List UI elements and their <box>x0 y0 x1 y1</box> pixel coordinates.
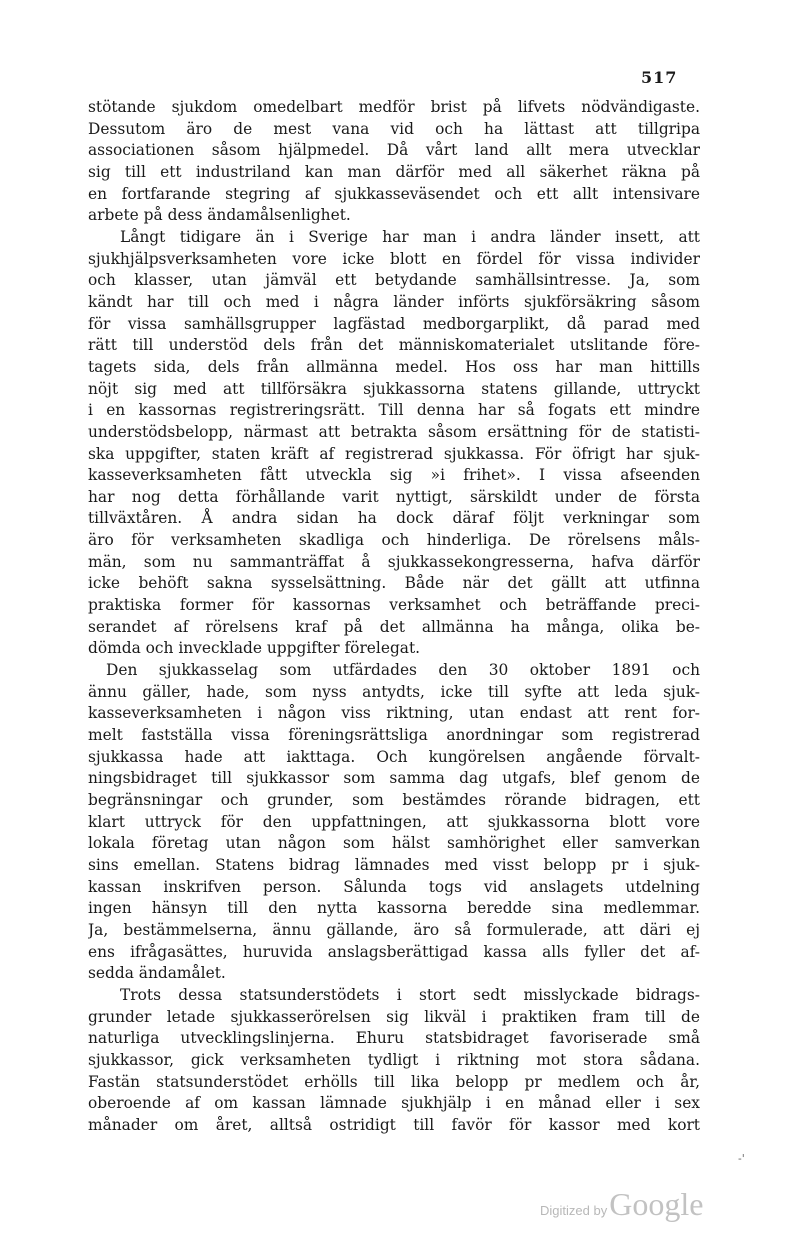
watermark-prefix: Digitized by <box>540 1203 608 1218</box>
text-line: kasseverksamheten fått utveckla sig »i frihet». I vissa afseenden <box>88 466 700 485</box>
text-line: associationen såsom hjälpmedel. Då vårt land allt mera utvecklar <box>88 141 700 160</box>
text-line: en fortfarande stegring af sjukkasseväsendet och ett allt intensivare <box>88 184 700 203</box>
text-line: har nog detta förhållande varit nyttigt, särskildt under de första <box>88 487 700 506</box>
text-line: sedda ändamålet. <box>88 964 226 983</box>
text-line: äro för verksamheten skadliga och hinderliga. De rörelsens måls- <box>88 531 700 550</box>
watermark-brand: Google <box>609 1186 704 1222</box>
text-line: ännu gäller, hade, som nyss antydts, icke till syfte att leda sjuk- <box>88 682 700 701</box>
paragraph-start: Långt tidigare än i Sverige har man i andra länder insett, att <box>120 227 700 246</box>
body-text <box>88 97 700 1137</box>
text-line: oberoende af om kassan lämnade sjukhjälp i en månad eller i sex <box>88 1094 700 1113</box>
paragraph-start: Den sjukkasselag som utfärdades den 30 oktober 1891 och <box>106 661 700 680</box>
page-number: 517 <box>641 68 678 87</box>
text-line: män, som nu sammanträffat å sjukkassekongresserna, hafva därför <box>88 552 700 571</box>
text-line: serandet af rörelsens kraf på det allmänna ha många, olika be- <box>88 617 700 636</box>
text-line: nöjt sig med att tillförsäkra sjukkassorna statens gillande, uttryckt <box>88 379 700 398</box>
text-line: klart uttryck för den uppfattningen, att sjukkassorna blott vore <box>88 812 700 831</box>
paragraph-start: Trots dessa statsunderstödets i stort sedt misslyckade bidrags- <box>120 985 700 1004</box>
text-line: understödsbelopp, närmast att betrakta såsom ersättning för de statisti- <box>88 422 700 441</box>
text-line: i en kassornas registreringsrätt. Till denna har så fogats ett mindre <box>88 401 700 420</box>
text-line: melt fastställa vissa föreningsrättsliga anordningar som registrerad <box>88 726 700 745</box>
text-line: tagets sida, dels från allmänna medel. Hos oss har man hittills <box>88 357 700 376</box>
text-line: Dessutom äro de mest vana vid och ha lättast att tillgripa <box>88 119 700 138</box>
text-line: grunder letade sjukkasserörelsen sig likväl i praktiken fram till de <box>88 1007 700 1026</box>
text-line: ens ifrågasättes, huruvida anslagsberättigad kassa alls fyller det af- <box>88 942 700 961</box>
text-line: ingen hänsyn till den nytta kassorna beredde sina medlemmar. <box>88 899 700 918</box>
text-line: ningsbidraget till sjukkassor som samma dag utgafs, blef genom de <box>88 769 700 788</box>
text-line: naturliga utvecklingslinjerna. Ehuru statsbidraget favoriserade små <box>88 1029 700 1048</box>
text-line: rätt till understöd dels från det människomaterialet utslitande före- <box>88 336 700 355</box>
text-line: månader om året, alltså ostridigt till favör för kassor med kort <box>88 1115 700 1134</box>
text-line: sjukkassor, gick verksamheten tydligt i riktning mot stora sådana. <box>88 1050 700 1069</box>
text-line: sjukkassa hade att iakttaga. Och kungörelsen angående förvalt- <box>88 747 700 766</box>
text-line: för vissa samhällsgrupper lagfästad medborgarplikt, då parad med <box>88 314 700 333</box>
text-line: Fastän statsunderstödet erhölls till lika belopp pr medlem och år, <box>88 1072 700 1091</box>
text-line: sig till ett industriland kan man därför med all säkerhet räkna på <box>88 162 700 181</box>
text-line: och klasser, utan jämväl ett betydande samhällsintresse. Ja, som <box>88 271 700 290</box>
text-line: tillväxtåren. Å andra sidan ha dock däraf följt verkningar som <box>88 509 700 528</box>
text-line: kändt har till och med i några länder införts sjukförsäkring såsom <box>88 292 700 311</box>
text-line: sjukhjälpsverksamheten vore icke blott en fördel för vissa individer <box>88 249 700 268</box>
text-line: kassan inskrifven person. Sålunda togs vid anslagets utdelning <box>88 877 700 896</box>
text-line: sins emellan. Statens bidrag lämnades med visst belopp pr i sjuk- <box>88 855 700 874</box>
digitized-watermark <box>540 1186 710 1223</box>
margin-mark: -' <box>738 1152 745 1165</box>
text-line: Ja, bestämmelserna, ännu gällande, äro så formulerade, att däri ej <box>88 920 700 939</box>
text-line: arbete på dess ändamålsenlighet. <box>88 206 351 225</box>
text-line: kasseverksamheten i någon viss riktning, utan endast att rent for- <box>88 704 700 723</box>
text-line: praktiska former för kassornas verksamhet och beträffande preci- <box>88 596 700 615</box>
text-line: dömda och invecklade uppgifter förelegat. <box>88 639 421 658</box>
text-line: begränsningar och grunder, som bestämdes rörande bidragen, ett <box>88 791 700 809</box>
text-line: lokala företag utan någon som hälst samhörighet eller samverkan <box>88 834 700 853</box>
text-line: ska uppgifter, staten kräft af registrerad sjukkassa. För öfrigt har sjuk- <box>88 444 700 463</box>
text-line: icke behöft sakna sysselsättning. Både när det gällt att utfinna <box>88 574 700 593</box>
text-line: stötande sjukdom omedelbart medför brist på lifvets nödvändigaste. <box>88 98 700 116</box>
